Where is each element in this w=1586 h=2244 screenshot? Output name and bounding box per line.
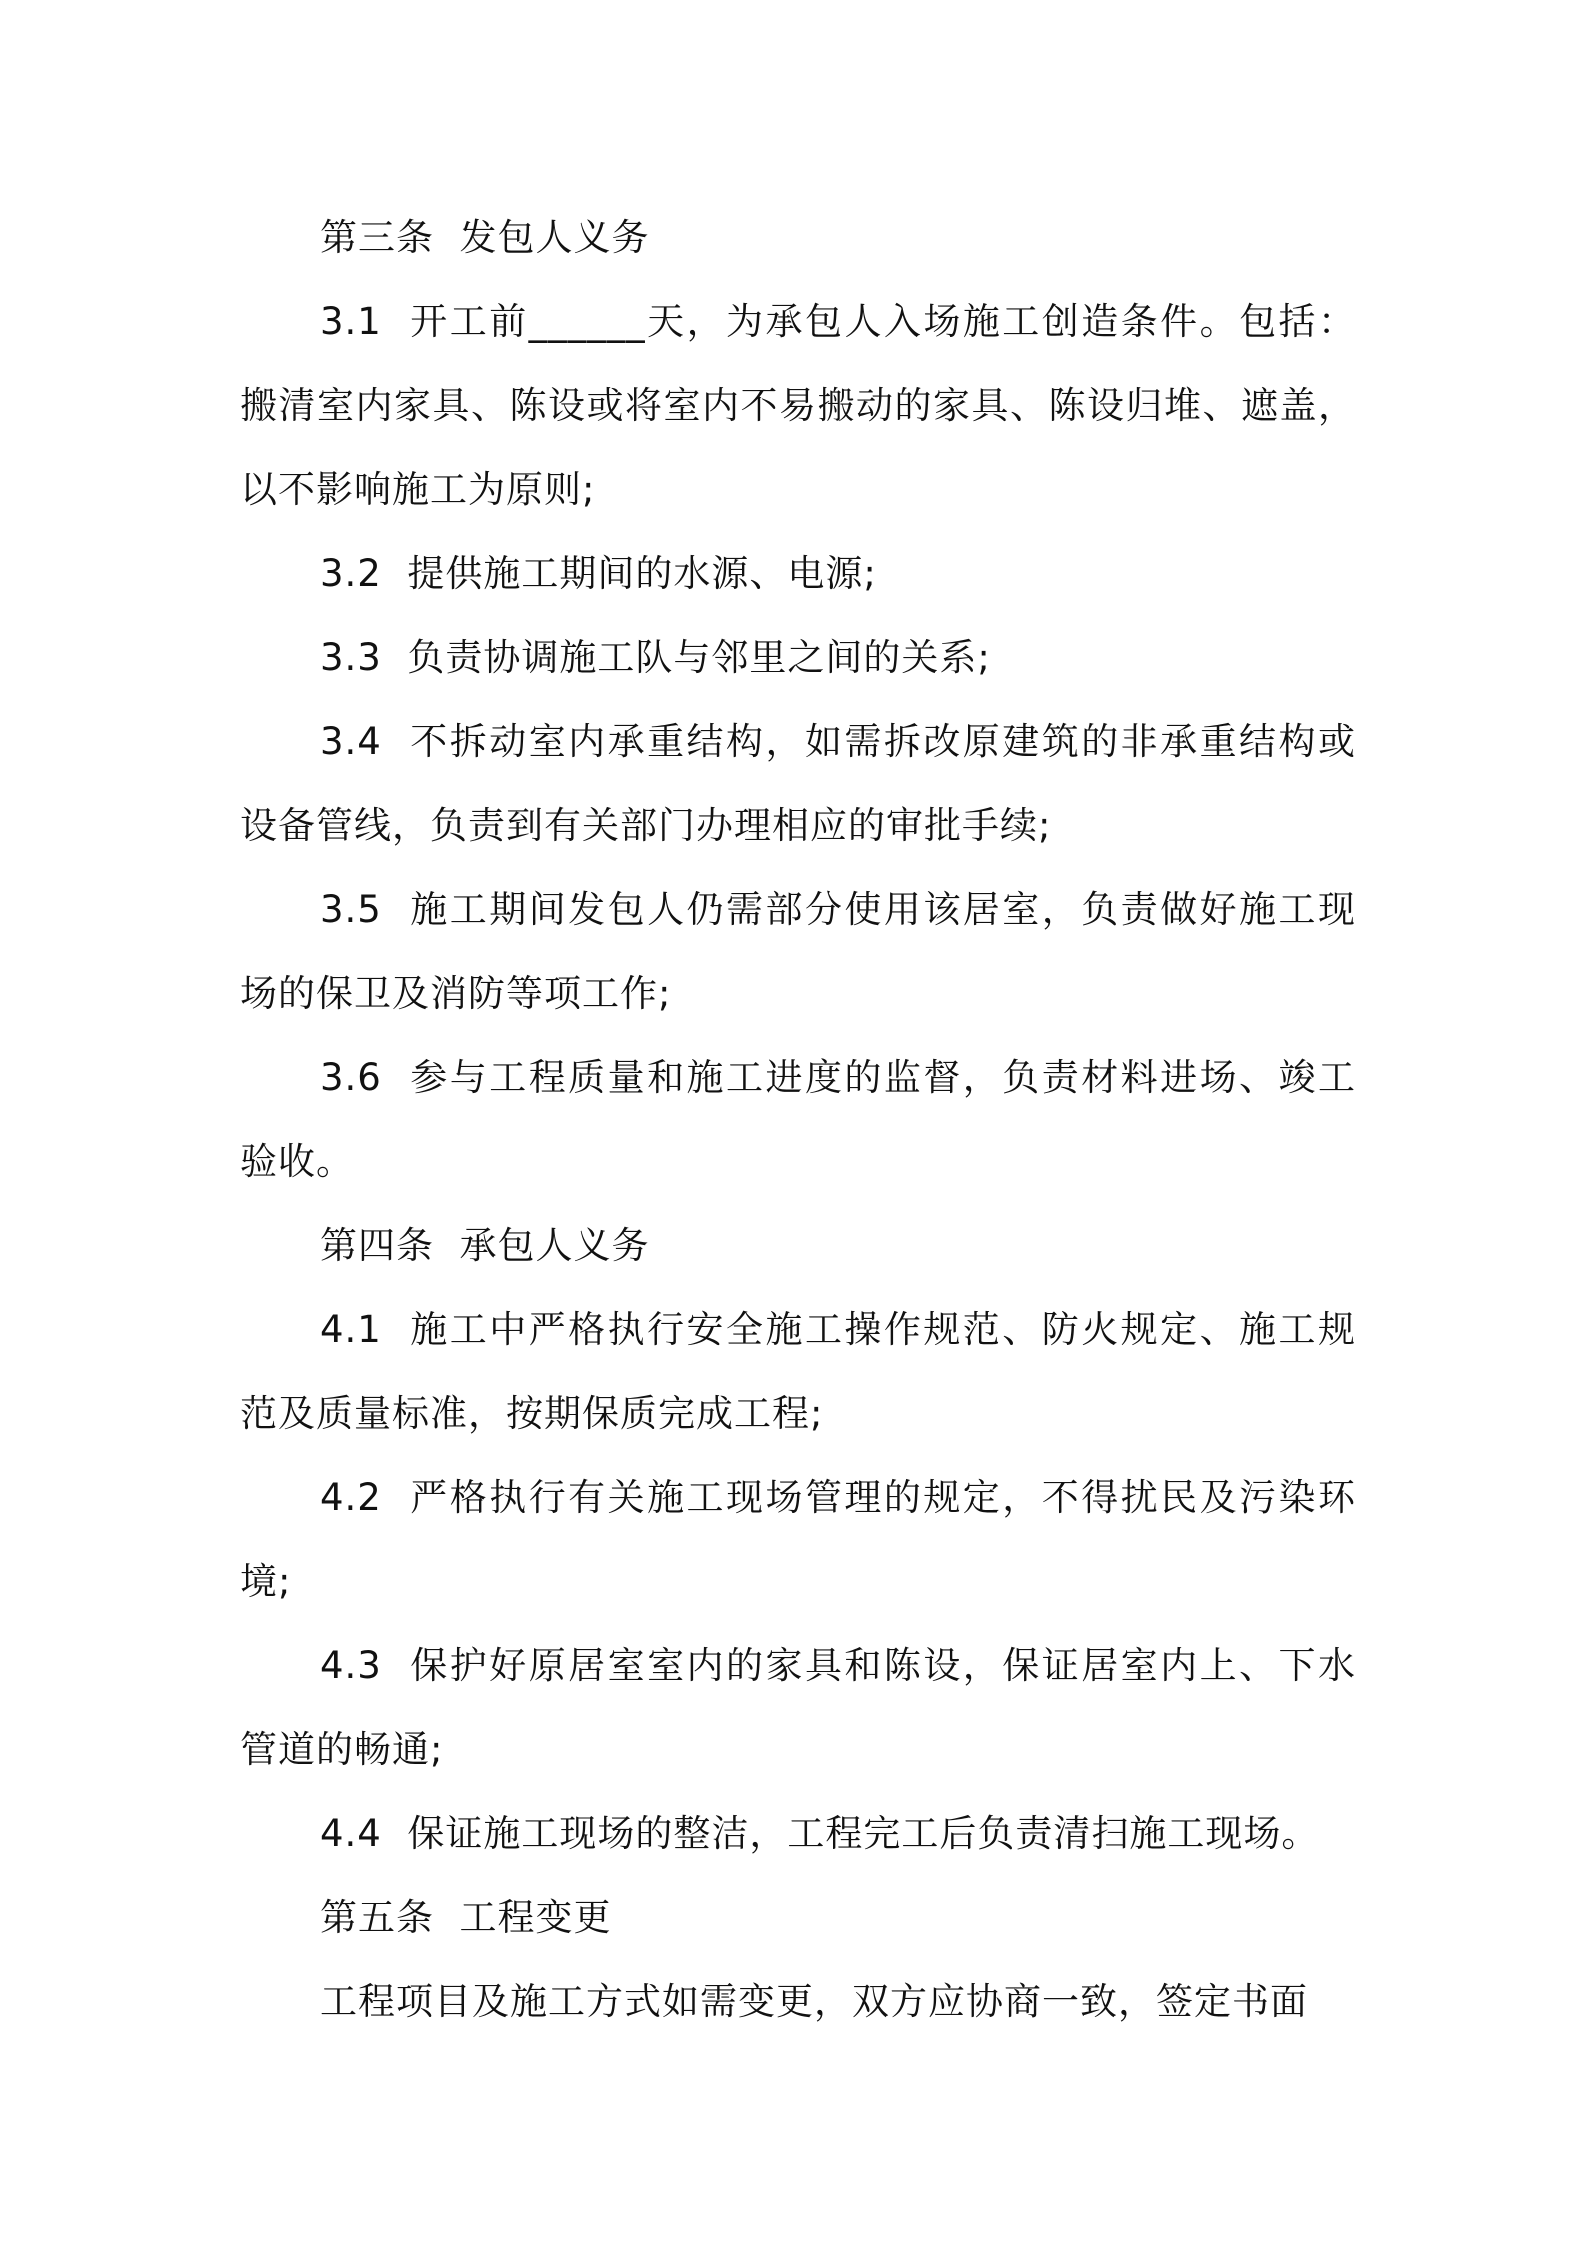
clause-3-4: 3.4 不拆动室内承重结构，如需拆改原建筑的非承重结构或设备管线，负责到有关部门办理相应的审批手续;	[240, 720, 1356, 847]
clause-4-3: 4.3 保护好原居室室内的家具和陈设，保证居室内上、下水管道的畅通;	[240, 1644, 1356, 1771]
clause-3-2: 3.2 提供施工期间的水源、电源;	[320, 552, 877, 595]
section-heading-3: 第三条 发包人义务	[320, 216, 650, 259]
clause-3-3: 3.3 负责协调施工队与邻里之间的关系;	[320, 636, 991, 679]
document-body	[240, 196, 1356, 2044]
clause-5-text: 工程项目及施工方式如需变更，双方应协商一致，签定书面	[320, 1980, 1308, 2023]
section-heading-4: 第四条 承包人义务	[320, 1224, 650, 1267]
section-heading-5: 第五条 工程变更	[320, 1896, 612, 1939]
clause-3-6: 3.6 参与工程质量和施工进度的监督，负责材料进场、竣工验收。	[240, 1056, 1356, 1183]
clause-4-1: 4.1 施工中严格执行安全施工操作规范、防火规定、施工规范及质量标准，按期保质完成工程;	[240, 1308, 1356, 1435]
clause-3-5: 3.5 施工期间发包人仍需部分使用该居室，负责做好施工现场的保卫及消防等项工作;	[240, 888, 1356, 1015]
clause-4-2: 4.2 严格执行有关施工现场管理的规定，不得扰民及污染环境;	[240, 1476, 1356, 1603]
clause-3-1: 3.1 开工前______天，为承包人入场施工创造条件。包括：搬清室内家具、陈设或将室内不易搬动的家具、陈设归堆、遮盖，以不影响施工为原则;	[240, 300, 1356, 511]
clause-4-4: 4.4 保证施工现场的整洁，工程完工后负责清扫施工现场。	[320, 1812, 1320, 1855]
